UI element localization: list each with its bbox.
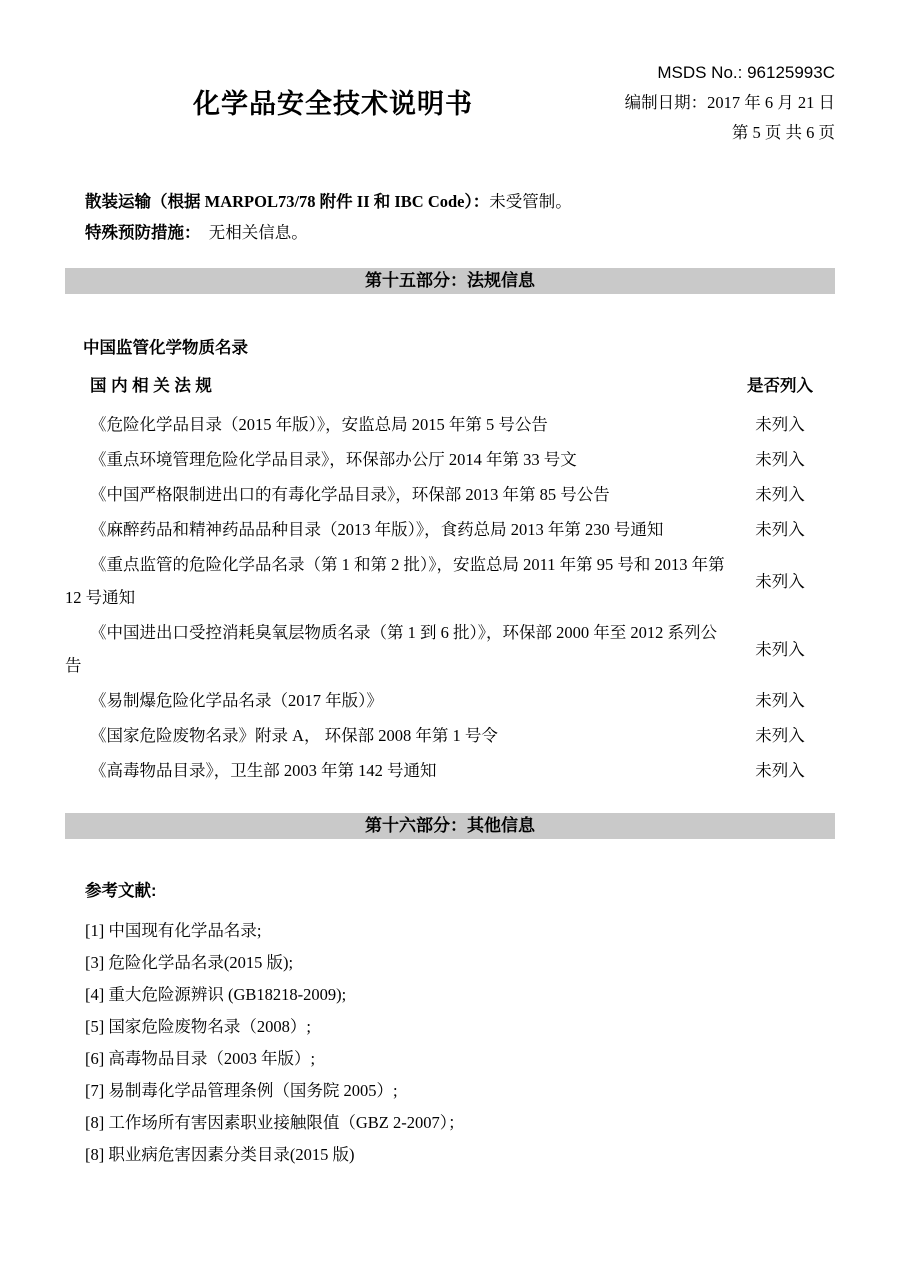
column-listed: 是否列入 bbox=[747, 377, 813, 395]
reference-item: [8] 职业病危害因素分类目录(2015 版) bbox=[85, 1145, 355, 1164]
table-row bbox=[65, 513, 835, 546]
reference-item: [6] 高毒物品目录（2003 年版）; bbox=[85, 1049, 316, 1068]
section-15-bar bbox=[65, 268, 835, 294]
compile-date: 编制日期：2017 年 6 月 21 日 bbox=[624, 93, 835, 112]
reference-item: [5] 国家危险废物名录（2008）; bbox=[85, 1017, 311, 1036]
listed-status: 未列入 bbox=[755, 520, 805, 539]
special-precautions-label: 特殊预防措施： bbox=[85, 223, 201, 242]
listed-status: 未列入 bbox=[755, 571, 805, 591]
regulation-name: 《中国进出口受控消耗臭氧层物质名录（第 1 到 6 批）》，环保部 2000 年至 2012 系列公告 bbox=[65, 623, 717, 675]
regulation-name: 《高毒物品目录》，卫生部 2003 年第 142 号通知 bbox=[90, 761, 437, 780]
reference-item: [1] 中国现有化学品名录; bbox=[85, 921, 262, 940]
table-row bbox=[65, 719, 835, 752]
reference-item: [3] 危险化学品名录(2015 版); bbox=[85, 953, 294, 972]
table-row bbox=[65, 684, 835, 717]
reference-item: [8] 工作场所有害因素职业接触限值（GBZ 2-2007）； bbox=[85, 1113, 465, 1132]
listed-status: 未列入 bbox=[755, 485, 805, 504]
page-number: 第 5 页 共 6 页 bbox=[731, 123, 835, 142]
section-16-title: 第十六部分：其他信息 bbox=[365, 816, 535, 835]
header-meta bbox=[625, 88, 835, 148]
transport-notes bbox=[65, 186, 835, 248]
column-regulation: 国 内 相 关 法 规 bbox=[90, 377, 212, 395]
table-row bbox=[65, 443, 835, 476]
section-16-bar bbox=[65, 813, 835, 839]
document-title: 化学品安全技术说明书 bbox=[193, 89, 473, 119]
table-row bbox=[65, 754, 835, 787]
bulk-transport-value: 未受管制。 bbox=[489, 192, 572, 211]
regulation-name: 《易制爆危险化学品名录（2017 年版）》 bbox=[90, 691, 383, 710]
regulation-name: 《中国严格限制进出口的有毒化学品目录》，环保部 2013 年第 85 号公告 bbox=[90, 485, 610, 504]
reference-item: [4] 重大危险源辨识 (GB18218-2009); bbox=[85, 985, 347, 1004]
regulations-table bbox=[65, 408, 835, 787]
references-heading: 参考文献: bbox=[85, 882, 157, 900]
listed-status: 未列入 bbox=[755, 726, 805, 745]
regulation-name: 《麻醉药品和精神药品品种目录（2013 年版）》，食药总局 2013 年第 230 号通知 bbox=[90, 520, 664, 539]
section-15-title: 第十五部分：法规信息 bbox=[365, 271, 535, 290]
regulation-name: 《国家危险废物名录》附录 A， 环保部 2008 年第 1 号令 bbox=[90, 726, 498, 745]
listed-status: 未列入 bbox=[755, 639, 805, 659]
document-header bbox=[65, 88, 835, 148]
regulations-table-header bbox=[65, 372, 835, 396]
reference-item: [7] 易制毒化学品管理条例（国务院 2005）; bbox=[85, 1081, 398, 1100]
listed-status: 未列入 bbox=[755, 415, 805, 434]
bulk-transport-label: 散装运输（根据 MARPOL73/78 附件 II 和 IBC Code）： bbox=[85, 192, 490, 211]
bulk-transport-line bbox=[85, 186, 835, 217]
table-row bbox=[65, 408, 835, 441]
special-precautions-value: 无相关信息。 bbox=[208, 223, 308, 242]
special-precautions-line bbox=[85, 217, 835, 248]
table-row bbox=[65, 478, 835, 511]
reference-list bbox=[65, 915, 835, 1171]
regulation-name: 《重点监管的危险化学品名录（第 1 和第 2 批）》，安监总局 2011 年第 95 号和 2013 年第 12 号通知 bbox=[65, 555, 725, 607]
regulation-name: 《危险化学品目录（2015 年版）》，安监总局 2015 年第 5 号公告 bbox=[90, 415, 548, 434]
listed-status: 未列入 bbox=[755, 691, 805, 710]
listed-status: 未列入 bbox=[755, 761, 805, 780]
regulation-name: 《重点环境管理危险化学品目录》，环保部办公厅 2014 年第 33 号文 bbox=[90, 450, 577, 469]
table-row bbox=[65, 616, 835, 682]
table-row bbox=[65, 548, 835, 614]
msds-number: MSDS No.: 96125993C bbox=[657, 63, 835, 82]
regulations-catalog-heading: 中国监管化学物质名录 bbox=[83, 339, 248, 357]
listed-status: 未列入 bbox=[755, 450, 805, 469]
